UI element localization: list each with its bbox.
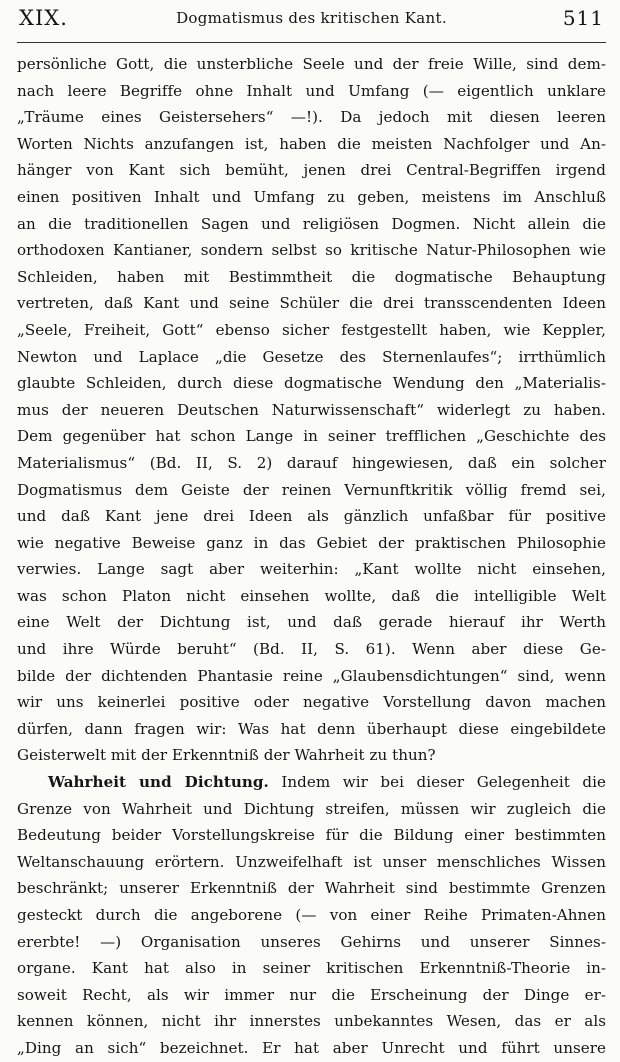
text-line: Dogmatismus dem Geiste der reinen Vernunftkritik völlig fremd sei, (17, 480, 606, 499)
text-line: nach leere Begriffe ohne Inhalt und Umfang (— eigentlich unklare (17, 81, 606, 100)
text-line: orthodoxen Kantianer, sondern selbst so kritische Natur-Philosophen wie (17, 241, 606, 260)
text-line: wie negative Beweise ganz in das Gebiet der praktischen Philosophie (17, 533, 606, 552)
text-line: beschränkt; unserer Erkenntniß der Wahrheit sind bestimmte Grenzen (17, 879, 606, 898)
chapter-number: XIX. (19, 6, 68, 30)
text-line: „Seele, Freiheit, Gott“ ebenso sicher festgestellt haben, wie Keppler, (17, 320, 606, 339)
text-line: Schleiden, haben mit Bestimmtheit die dogmatische Behauptung (17, 267, 606, 286)
text-line: Worten Nichts anzufangen ist, haben die meisten Nachfolger und An- (17, 134, 606, 153)
text-line: vertreten, daß Kant und seine Schüler die drei transscendenten Ideen (17, 294, 606, 313)
text-line: hänger von Kant sich bemüht, jenen drei Central-Begriffen irgend (17, 161, 606, 180)
text-line: soweit Recht, als wir immer nur die Erscheinung der Dinge er- (17, 985, 606, 1004)
text-line: Newton und Laplace „die Gesetze des Sternenlaufes“; irrthümlich (17, 347, 606, 366)
main-text (17, 51, 606, 1062)
section-heading: Wahrheit und Dichtung. (48, 773, 269, 792)
text-line: Materialismus“ (Bd. II, S. 2) darauf hingewiesen, daß ein solcher (17, 453, 606, 472)
text-line: persönliche Gott, die unsterbliche Seele und der freie Wille, sind dem- (17, 55, 606, 73)
text-line: und ihre Würde beruht“ (Bd. II, S. 61). Wenn aber diese Ge- (17, 640, 606, 659)
text-line: „Träume eines Geistersehers“ —!). Da jedoch mit diesen leeren (17, 108, 606, 127)
text-line: kennen können, nicht ihr innerstes unbekanntes Wesen, das er als (17, 1012, 606, 1031)
text-line: Dem gegenüber hat schon Lange in seiner trefflichen „Geschichte des (17, 427, 606, 446)
text-line: glaubte Schleiden, durch diese dogmatische Wendung den „Materialis- (17, 374, 606, 393)
text-line: eine Welt der Dichtung ist, und daß gerade hierauf ihr Werth (17, 613, 606, 632)
text-line: bilde der dichtenden Phantasie reine „Glaubensdichtungen“ sind, wenn (17, 666, 606, 685)
text-line: Weltanschauung erörtern. Unzweifelhaft ist unser menschliches Wissen (17, 852, 606, 871)
text-line: und daß Kant jene drei Ideen als gänzlich unfaßbar für positive (17, 507, 606, 526)
text-line: wir uns keinerlei positive oder negative Vorstellung davon machen (17, 693, 606, 712)
page-number: 511 (562, 6, 604, 30)
text-line: mus der neueren Deutschen Naturwissenschaft“ widerlegt zu haben. (17, 400, 606, 419)
text-line: verwies. Lange sagt aber weiterhin: „Kant wollte nicht einsehen, (17, 560, 606, 579)
running-title: Dogmatismus des kritischen Kant. (176, 9, 447, 27)
running-header (17, 0, 606, 43)
section-first-line (17, 769, 606, 796)
text-line: gesteckt durch die angeborene (— von einer Reihe Primaten-Ahnen (17, 906, 606, 924)
text-line: was schon Platon nicht einsehen wollte, daß die intelligible Welt (17, 586, 606, 605)
section-first-line-text: Indem wir bei dieser Gelegenheit die (281, 773, 606, 792)
text-line: organe. Kant hat also in seiner kritischen Erkenntniß-Theorie in- (17, 959, 606, 978)
text-line: „Ding an sich“ bezeichnet. Er hat aber Unrecht und führt unsere (17, 1038, 606, 1057)
text-line: dürfen, dann fragen wir: Was hat denn überhaupt diese eingebildete (17, 719, 606, 738)
text-line: einen positiven Inhalt und Umfang zu geben, meistens im Anschluß (17, 187, 606, 206)
text-line: Bedeutung beider Vorstellungskreise für die Bildung einer bestimmten (17, 826, 606, 845)
text-line: Geisterwelt mit der Erkenntniß der Wahrheit zu thun? (17, 746, 436, 765)
text-line: an die traditionellen Sagen und religiösen Dogmen. Nicht allein die (17, 214, 606, 233)
text-line: Grenze von Wahrheit und Dichtung streifen, müssen wir zugleich die (17, 799, 606, 818)
text-line: ererbte! —) Organisation unseres Gehirns und unserer Sinnes- (17, 932, 606, 951)
